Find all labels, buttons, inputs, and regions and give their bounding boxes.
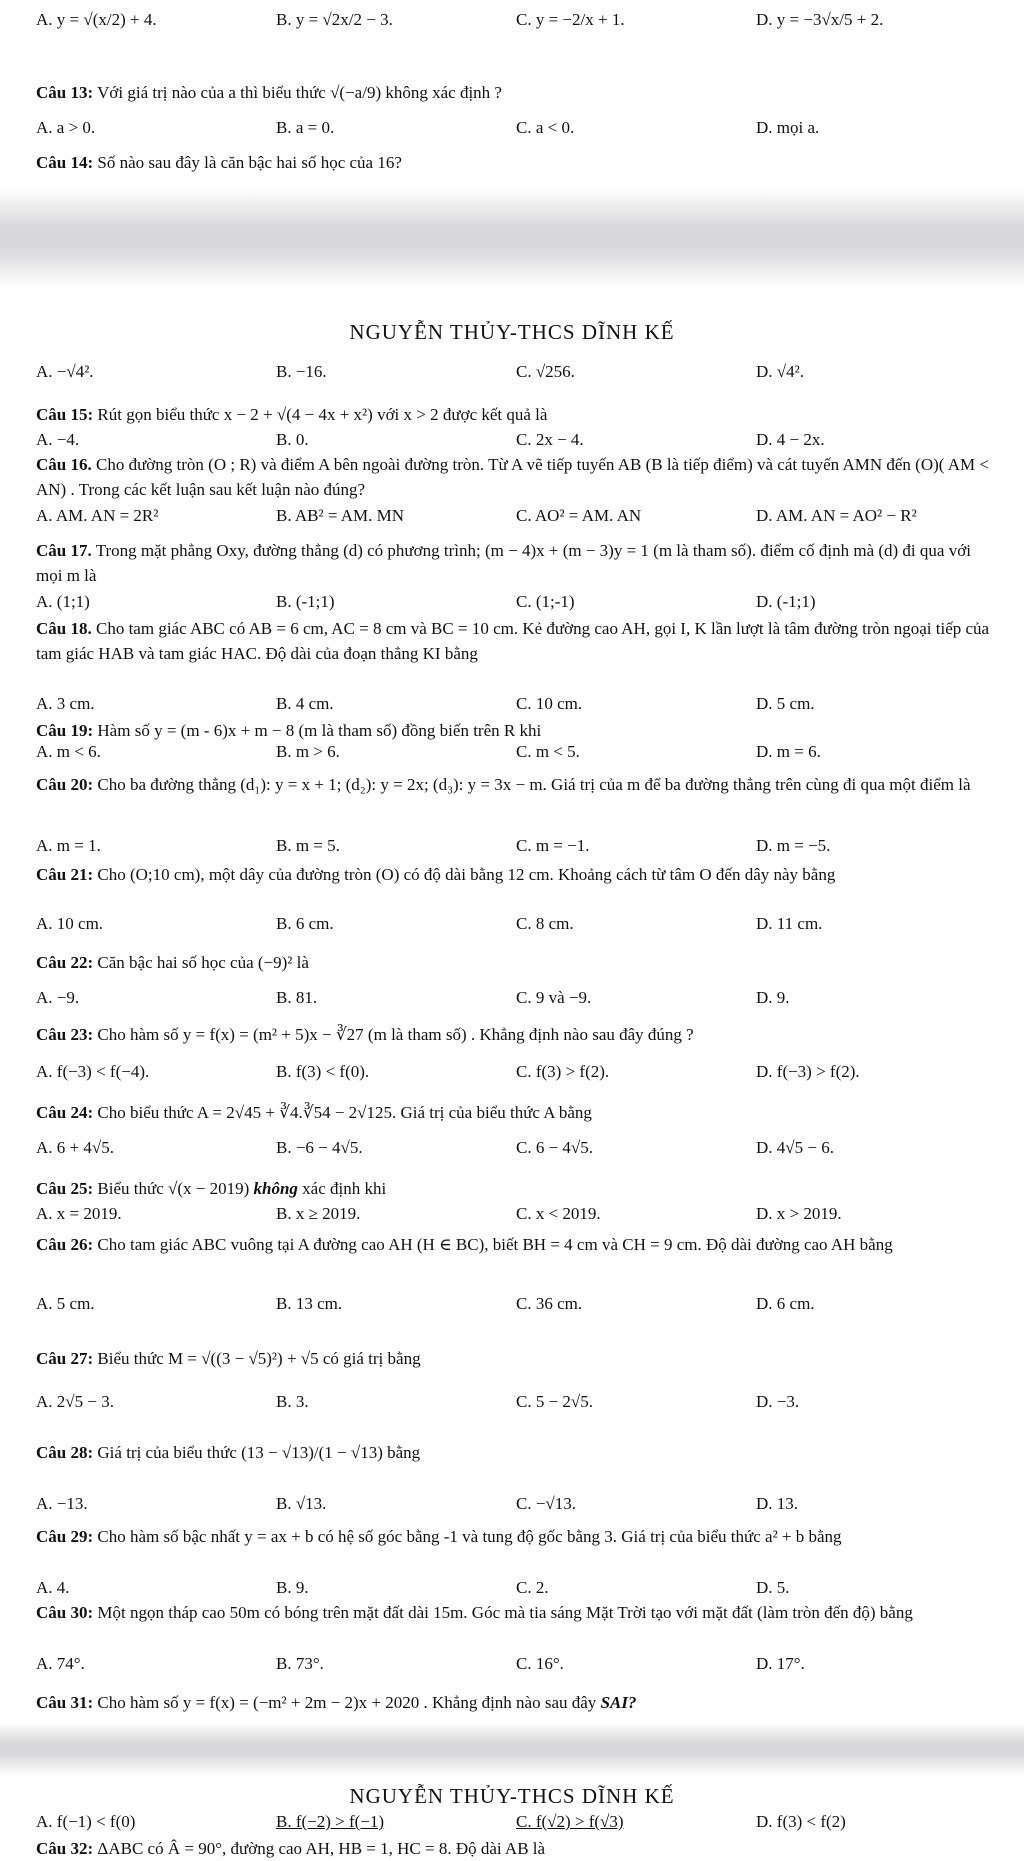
question-text-end: xác định khi: [302, 1179, 387, 1198]
answer-b: B. 13 cm.: [276, 1294, 343, 1313]
question-24: [36, 1100, 991, 1125]
answer-c: C. −√13.: [516, 1494, 577, 1513]
question-32: [36, 1836, 991, 1861]
question-label: Câu 31:: [36, 1693, 94, 1712]
answer-d: D. 11 cm.: [756, 914, 823, 933]
answer-d: D. −3.: [756, 1392, 800, 1411]
question-29: [36, 1524, 991, 1549]
question-text: Cho biểu thức A = 2√45 + ∛4.∛54 − 2√125. Giá trị của biểu thức A bằng: [97, 1103, 592, 1122]
answer-a: A. −√4².: [36, 362, 94, 381]
answer-row-16: [36, 506, 996, 526]
answer-row-22: [36, 988, 996, 1008]
question-text: ΔABC có Â = 90°, đường cao AH, HB = 1, HC = 8. Độ dài AB là: [97, 1839, 546, 1858]
answer-b: B. 0.: [276, 430, 309, 449]
question-label: Câu 13:: [36, 83, 94, 102]
answer-row-24: [36, 1138, 996, 1158]
answer-a: A. 74°.: [36, 1654, 85, 1673]
question-label: Câu 14:: [36, 153, 94, 172]
question-13: [36, 80, 991, 105]
answer-row-27: [36, 1392, 996, 1412]
answer-c: C. (1;-1): [516, 592, 575, 611]
answer-c: C. a < 0.: [516, 118, 575, 137]
answer-c: C. 5 − 2√5.: [516, 1392, 594, 1411]
question-label: Câu 16.: [36, 455, 92, 474]
answer-d: D. mọi a.: [756, 118, 820, 137]
answer-row-29: [36, 1578, 996, 1598]
answer-row-26: [36, 1294, 996, 1314]
answer-a: A. −4.: [36, 430, 80, 449]
question-label: Câu 27:: [36, 1349, 94, 1368]
question-22: [36, 950, 991, 975]
answer-row-30: [36, 1654, 996, 1674]
answer-b: B. AB² = AM. MN: [276, 506, 405, 525]
answer-b: B. −6 − 4√5.: [276, 1138, 363, 1157]
answer-d: D. m = 6.: [756, 742, 821, 761]
question-28: [36, 1440, 991, 1465]
answer-b: B. 6 cm.: [276, 914, 334, 933]
answer-b: B. 9.: [276, 1578, 309, 1597]
question-text: Cho (O;10 cm), một dây của đường tròn (O) có độ dài bằng 12 cm. Khoảng cách từ tâm O đến dây này bằng: [97, 865, 836, 884]
page-gap-fade: [0, 188, 1024, 228]
answer-a: A. AM. AN = 2R²: [36, 506, 159, 525]
question-17: [36, 538, 991, 588]
page-gap: [0, 1744, 1024, 1754]
question-text: Giá trị của biểu thức (13 − √13)/(1 − √13) bằng: [97, 1443, 421, 1462]
answer-c: C. m < 5.: [516, 742, 580, 761]
question-19: [36, 718, 991, 743]
answer-d: D. 9.: [756, 988, 790, 1007]
answer-d: D. (-1;1): [756, 592, 816, 611]
question-label: Câu 29:: [36, 1527, 94, 1546]
question-text: Biểu thức M = √((3 − √5)²) + √5 có giá trị bằng: [97, 1349, 421, 1368]
answer-c: C. √256.: [516, 362, 575, 381]
answer-d: D. 17°.: [756, 1654, 805, 1673]
question-16: [36, 452, 991, 502]
question-label: Câu 22:: [36, 953, 94, 972]
answer-c: C. 2.: [516, 1578, 549, 1597]
question-26: [36, 1232, 991, 1257]
question-label: Câu 32:: [36, 1839, 94, 1858]
question-text: Rút gọn biểu thức x − 2 + √(4 − 4x + x²) với x > 2 được kết quả là: [97, 405, 548, 424]
answer-a: A. 3 cm.: [36, 694, 95, 713]
question-label: Câu 15:: [36, 405, 94, 424]
answer-a: A. y = √(x/2) + 4.: [36, 10, 157, 29]
page-header: NGUYỄN THỦY-THCS DĨNH KẾ: [349, 320, 675, 344]
question-30: [36, 1600, 991, 1625]
question-text: Căn bậc hai số học của (−9)² là: [97, 953, 309, 972]
question-text: Cho hàm số bậc nhất y = ax + b có hệ số góc bằng -1 và tung độ gốc bằng 3. Giá trị của biểu thức a² + b bằng: [97, 1527, 842, 1546]
answer-a: A. 4.: [36, 1578, 70, 1597]
answer-b: B. m > 6.: [276, 742, 340, 761]
answer-a: A. (1;1): [36, 592, 90, 611]
question-text: Hàm số y = (m - 6)x + m − 8 (m là tham số) đồng biến trên R khi: [97, 721, 542, 740]
question-emphasis: SAI?: [600, 1693, 637, 1712]
answer-d: D. m = −5.: [756, 836, 831, 855]
answer-row-18: [36, 694, 996, 714]
question-31: [36, 1690, 991, 1715]
question-text: Cho hàm số y = f(x) = (m² + 5)x − ∛27 (m là tham số) . Khẳng định nào sau đây đúng ?: [97, 1025, 694, 1044]
answer-row-14: [36, 362, 996, 382]
answer-row-13: [36, 118, 996, 138]
answer-c: C. f(√2) > f(√3): [516, 1812, 624, 1831]
question-label: Câu 20:: [36, 775, 94, 794]
question-label: Câu 23:: [36, 1025, 94, 1044]
answer-c: C. AO² = AM. AN: [516, 506, 642, 525]
answer-d: D. y = −3√x/5 + 2.: [756, 10, 884, 29]
answer-row-25: [36, 1204, 996, 1224]
answer-b: B. m = 5.: [276, 836, 340, 855]
answer-b: B. 73°.: [276, 1654, 324, 1673]
question-21: [36, 862, 991, 887]
answer-b: B. 3.: [276, 1392, 309, 1411]
answer-c: C. 6 − 4√5.: [516, 1138, 594, 1157]
answer-row-19: [36, 742, 996, 762]
question-25: [36, 1176, 991, 1201]
question-label: Câu 21:: [36, 865, 94, 884]
question-label: Câu 28:: [36, 1443, 94, 1462]
answer-row-top: [36, 10, 996, 30]
answer-c: C. 9 và −9.: [516, 988, 592, 1007]
answer-row-23: [36, 1062, 996, 1082]
answer-c: C. 2x − 4.: [516, 430, 584, 449]
question-text: Cho ba đường thẳng (d₁): y = x + 1; (d₂): y = 2x; (d₃): y = 3x − m. Giá trị của m để ba đường thẳng trên cùng đi qua một điểm là: [97, 775, 971, 794]
answer-d: D. 5.: [756, 1578, 790, 1597]
answer-b: B. 4 cm.: [276, 694, 334, 713]
answer-a: A. 10 cm.: [36, 914, 104, 933]
answer-d: D. AM. AN = AO² − R²: [756, 506, 917, 525]
question-label: Câu 17.: [36, 541, 92, 560]
question-label: Câu 30:: [36, 1603, 94, 1622]
question-label: Câu 19:: [36, 721, 94, 740]
answer-b: B. a = 0.: [276, 118, 335, 137]
answer-d: D. f(3) < f(2): [756, 1812, 846, 1831]
answer-a: A. 6 + 4√5.: [36, 1138, 114, 1157]
question-text: Cho tam giác ABC vuông tại A đường cao AH (H ∈ BC), biết BH = 4 cm và CH = 9 cm. Độ dài đường cao AH bằng: [97, 1235, 893, 1254]
page-gap-fade: [0, 1754, 1024, 1776]
answer-b: B. √13.: [276, 1494, 327, 1513]
answer-d: D. f(−3) > f(2).: [756, 1062, 860, 1081]
answer-b: B. x ≥ 2019.: [276, 1204, 361, 1223]
answer-b: B. f(3) < f(0).: [276, 1062, 370, 1081]
answer-row-15: [36, 430, 996, 450]
answer-a: A. 5 cm.: [36, 1294, 95, 1313]
answer-b: B. f(−2) > f(−1): [276, 1812, 385, 1831]
answer-c: C. f(3) > f(2).: [516, 1062, 610, 1081]
question-20: [36, 772, 991, 797]
answer-row-28: [36, 1494, 996, 1514]
answer-d: D. 13.: [756, 1494, 799, 1513]
question-27: [36, 1346, 991, 1371]
question-15: [36, 402, 991, 427]
page-gap-fade: [0, 1722, 1024, 1744]
answer-b: B. −16.: [276, 362, 327, 381]
answer-c: C. 36 cm.: [516, 1294, 583, 1313]
question-14: [36, 150, 991, 175]
answer-d: D. 6 cm.: [756, 1294, 815, 1313]
answer-c: C. 10 cm.: [516, 694, 583, 713]
page-gap-fade: [0, 248, 1024, 288]
question-text: Cho tam giác ABC có AB = 6 cm, AC = 8 cm và BC = 10 cm. Kẻ đường cao AH, gọi I, K lần lượt là tâm đường tròn ngoại tiếp của tam giác HAB và tam giác HAC. Độ dài của đoạn thẳng KI bằng: [36, 619, 990, 663]
page-header: NGUYỄN THỦY-THCS DĨNH KẾ: [349, 1784, 675, 1808]
answer-d: D. 4 − 2x.: [756, 430, 825, 449]
answer-row-20: [36, 836, 996, 856]
question-text: Trong mặt phẳng Oxy, đường thẳng (d) có phương trình; (m − 4)x + (m − 3)y = 1 (m là tham số). điểm cố định mà (d) đi qua với mọi m là: [36, 541, 971, 585]
answer-c: C. m = −1.: [516, 836, 590, 855]
answer-d: D. √4².: [756, 362, 804, 381]
question-text: Một ngọn tháp cao 50m có bóng trên mặt đất dài 15m. Góc mà tia sáng Mặt Trời tạo với mặt đất (làm tròn đến độ) bằng: [97, 1603, 913, 1622]
answer-a: A. a > 0.: [36, 118, 96, 137]
question-text: Cho hàm số y = f(x) = (−m² + 2m − 2)x + 2020 . Khẳng định nào sau đây: [97, 1693, 597, 1712]
answer-c: C. y = −2/x + 1.: [516, 10, 625, 29]
answer-row-17: [36, 592, 996, 612]
page-gap: [0, 228, 1024, 248]
question-label: Câu 25:: [36, 1179, 94, 1198]
answer-a: A. f(−3) < f(−4).: [36, 1062, 150, 1081]
answer-row-21: [36, 914, 996, 934]
answer-b: B. y = √2x/2 − 3.: [276, 10, 393, 29]
question-23: [36, 1022, 991, 1047]
answer-a: A. x = 2019.: [36, 1204, 122, 1223]
answer-b: B. (-1;1): [276, 592, 335, 611]
answer-b: B. 81.: [276, 988, 318, 1007]
question-text: Cho đường tròn (O ; R) và điểm A bên ngoài đường tròn. Từ A vẽ tiếp tuyến AB (B là tiếp điểm) và cát tuyến AMN đến (O)( AM < AN) . Trong các kết luận sau kết luận nào đúng?: [36, 455, 989, 499]
question-18: [36, 616, 991, 666]
answer-row-31: [36, 1812, 996, 1832]
answer-c: C. x < 2019.: [516, 1204, 601, 1223]
answer-a: A. −9.: [36, 988, 80, 1007]
answer-a: A. 2√5 − 3.: [36, 1392, 114, 1411]
question-emphasis: không: [253, 1179, 298, 1198]
answer-a: A. f(−1) < f(0): [36, 1812, 136, 1831]
answer-a: A. m < 6.: [36, 742, 101, 761]
question-label: Câu 26:: [36, 1235, 94, 1254]
question-label: Câu 18.: [36, 619, 92, 638]
answer-a: A. −13.: [36, 1494, 88, 1513]
answer-a: A. m = 1.: [36, 836, 101, 855]
answer-c: C. 16°.: [516, 1654, 564, 1673]
answer-c: C. 8 cm.: [516, 914, 574, 933]
answer-d: D. 5 cm.: [756, 694, 815, 713]
question-text: Biểu thức √(x − 2019): [97, 1179, 250, 1198]
answer-d: D. 4√5 − 6.: [756, 1138, 834, 1157]
answer-d: D. x > 2019.: [756, 1204, 842, 1223]
question-label: Câu 24:: [36, 1103, 94, 1122]
question-text: Với giá trị nào của a thì biểu thức √(−a/9) không xác định ?: [97, 83, 502, 102]
question-text: Số nào sau đây là căn bậc hai số học của 16?: [97, 153, 402, 172]
